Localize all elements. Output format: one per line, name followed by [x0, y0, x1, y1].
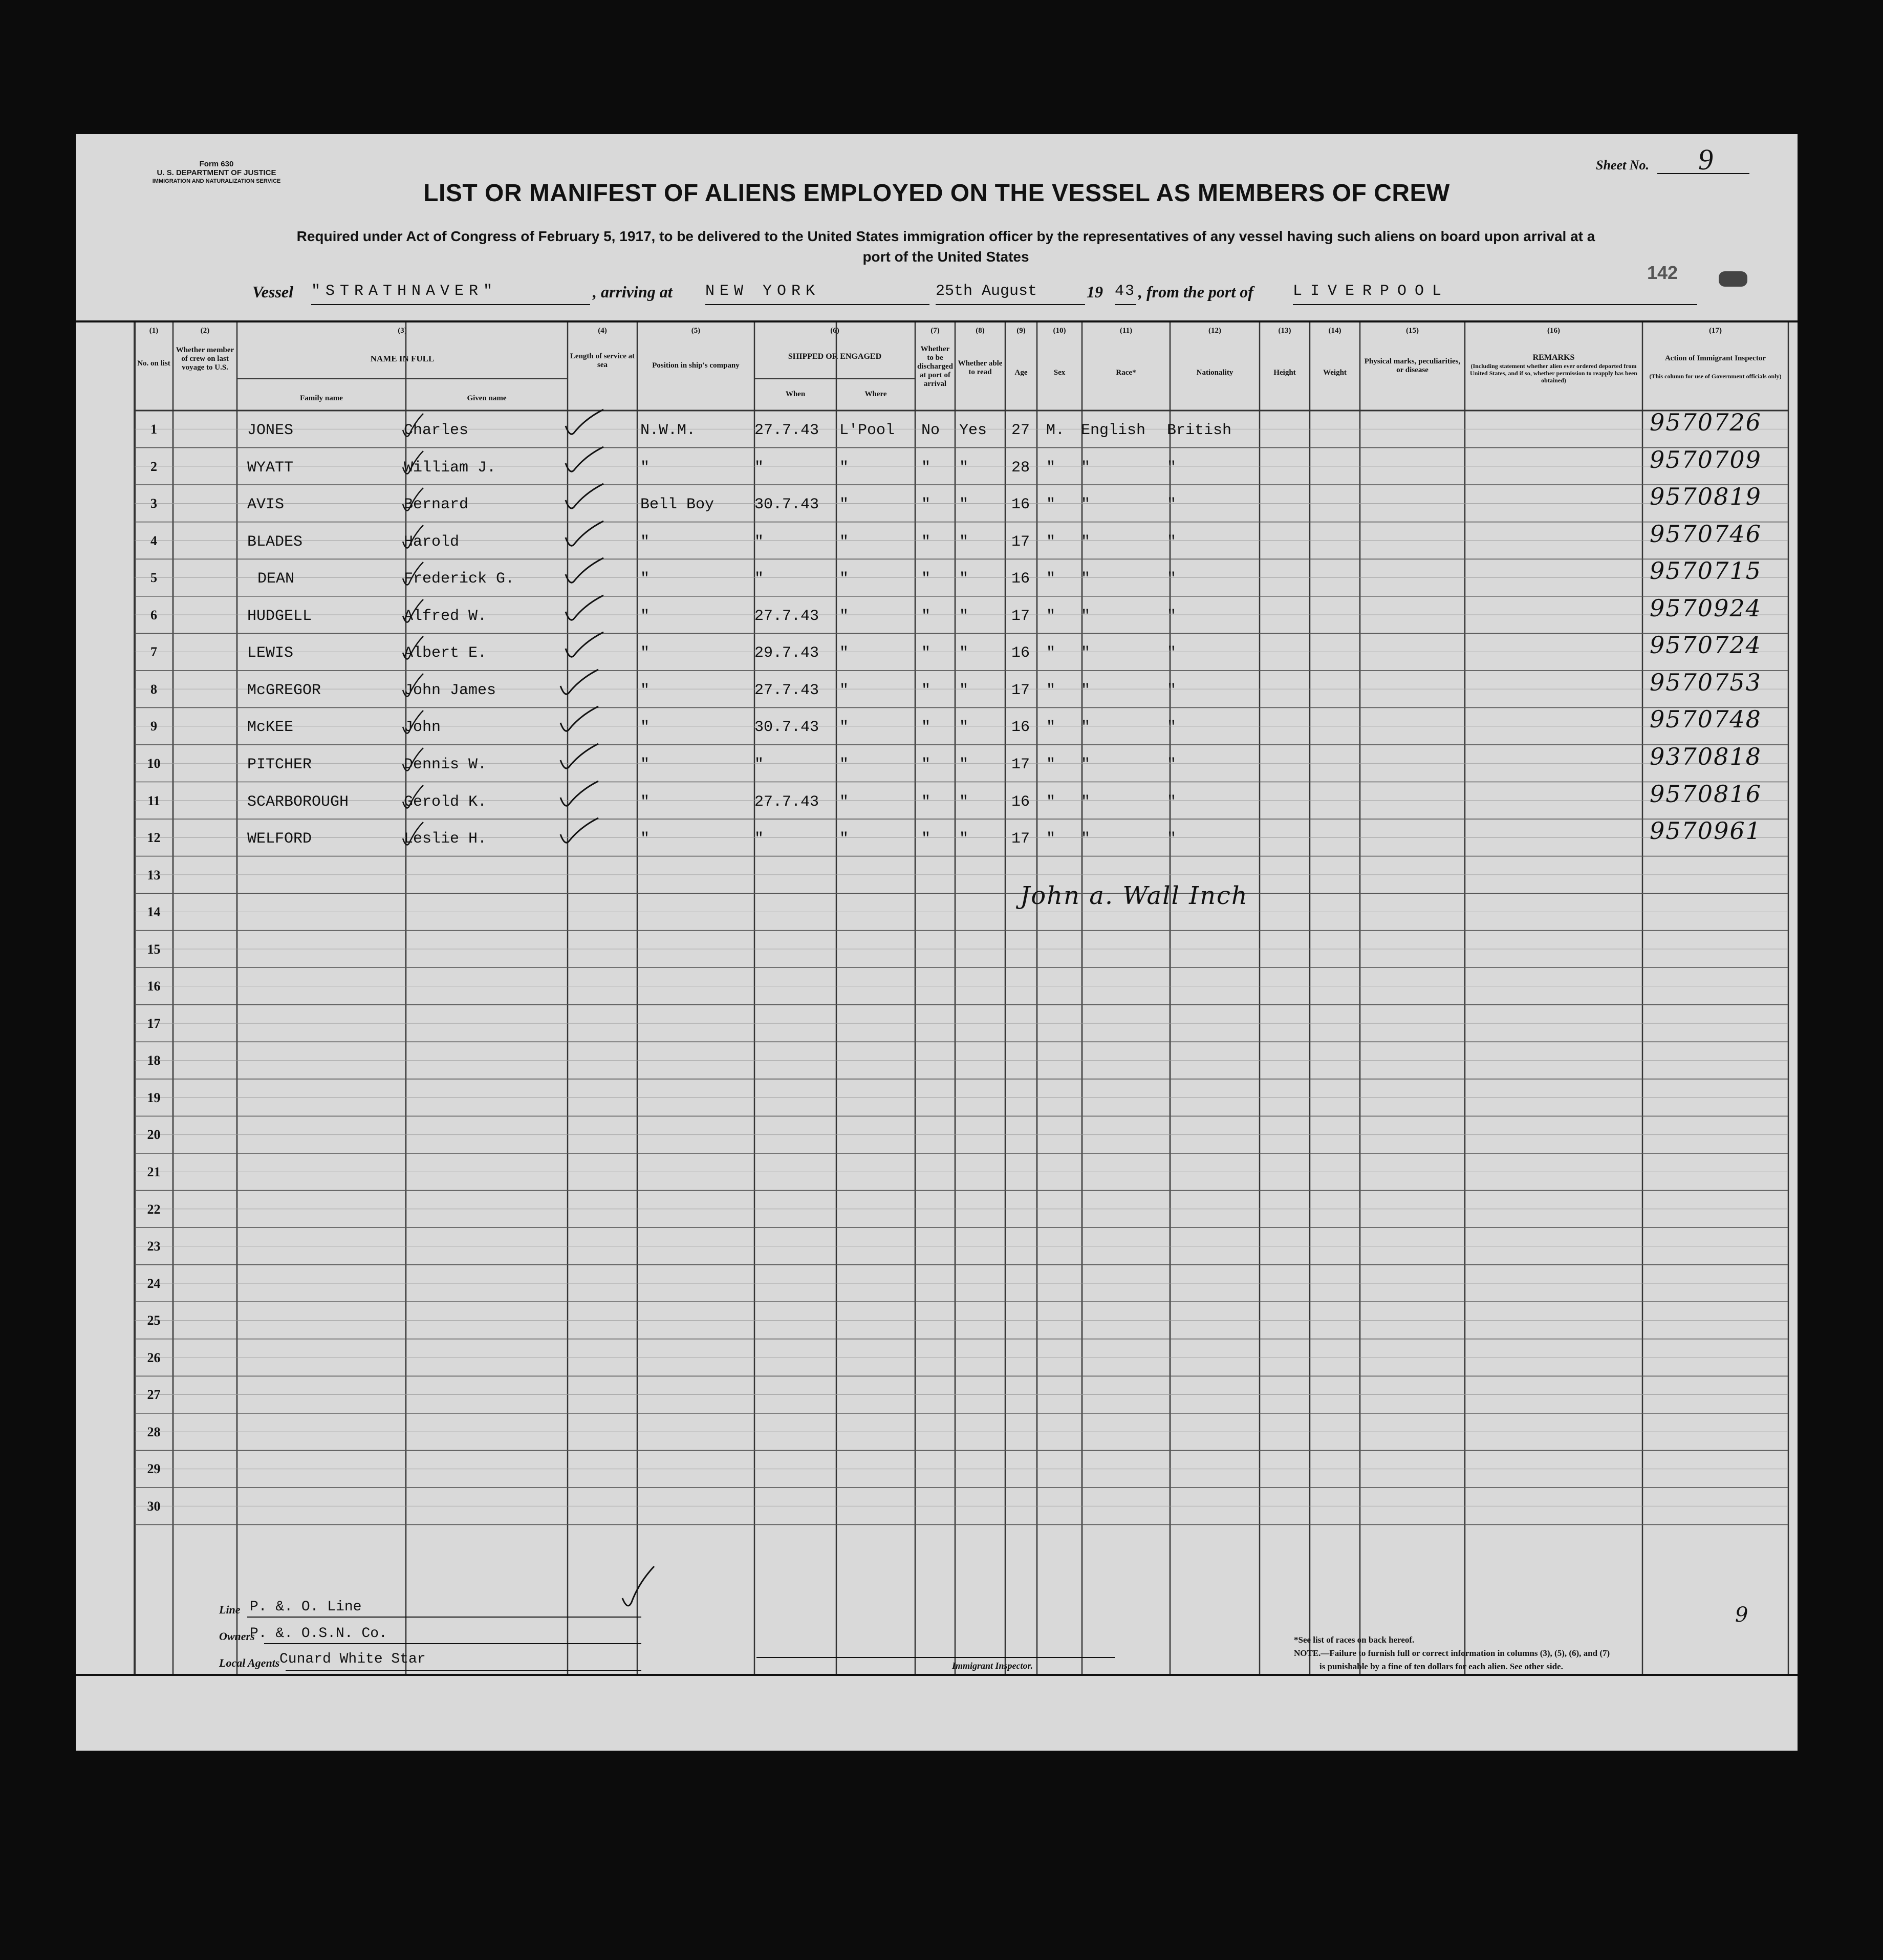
cell-read: "	[959, 644, 969, 662]
cell-discharged: "	[921, 681, 931, 699]
row-number: 15	[147, 941, 161, 957]
cell-nationality: "	[1167, 756, 1177, 773]
cell-given: John	[404, 719, 441, 737]
cell-when: 29.7.43	[754, 644, 819, 662]
inspector-action-number: 9570924	[1650, 594, 1762, 622]
immigrant-inspector-label: Immigrant Inspector.	[952, 1661, 1033, 1671]
cell-where: "	[839, 793, 849, 811]
cell-read: "	[959, 607, 969, 625]
cell-sex: "	[1046, 644, 1056, 662]
cell-discharged: "	[921, 793, 931, 811]
cell-family: SCARBOROUGH	[247, 793, 349, 811]
check-mark-icon	[562, 481, 609, 516]
cell-position: Bell Boy	[640, 496, 715, 514]
sheet-number: 9	[1698, 143, 1713, 176]
cell-sex: "	[1046, 607, 1056, 625]
penalty-note-line-2: is punishable by a fine of ten dollars for each alien. See other side.	[1319, 1662, 1563, 1671]
inspector-action-number: 9370818	[1650, 742, 1762, 770]
cell-nationality: "	[1167, 681, 1177, 699]
cell-read: "	[959, 830, 969, 848]
service-name: IMMIGRATION AND NATURALIZATION SERVICE	[152, 178, 281, 184]
column-number: (9)	[1016, 327, 1026, 335]
arrival-date: 25th August	[936, 283, 1037, 300]
cell-sex: "	[1046, 496, 1056, 514]
row-number: 28	[147, 1424, 161, 1439]
cell-family: LEWIS	[247, 644, 294, 662]
height-header: Height	[1273, 369, 1296, 377]
check-mark-icon	[562, 555, 609, 591]
cell-where: "	[839, 644, 849, 662]
row-number: 19	[147, 1090, 161, 1105]
cell-when: "	[754, 459, 764, 477]
cell-race: "	[1081, 681, 1091, 699]
cell-discharged: "	[921, 830, 931, 848]
shipped-engaged-header: SHIPPED OR ENGAGED	[788, 352, 882, 361]
row-number: 9	[150, 719, 157, 734]
cell-position: "	[640, 644, 650, 662]
action-header: Action of Immigrant Inspector	[1664, 354, 1766, 362]
cell-read: "	[959, 756, 969, 773]
cell-where: "	[839, 756, 849, 773]
cell-position: "	[640, 756, 650, 773]
cell-when: 27.7.43	[754, 681, 819, 699]
penalty-note-line-1: NOTE.—Failure to furnish full or correct information in columns (3), (5), (6), and (7)	[1294, 1648, 1610, 1658]
cell-given: Gerold K.	[404, 793, 487, 811]
cell-age: 17	[1011, 830, 1030, 848]
race-header: Race*	[1116, 369, 1136, 377]
department-name: U. S. DEPARTMENT OF JUSTICE	[157, 168, 276, 177]
cell-age: 17	[1011, 533, 1030, 551]
column-number: (7)	[930, 327, 940, 335]
cell-position: "	[640, 570, 650, 588]
inspector-action-number: 9570961	[1650, 817, 1762, 845]
sex-header: Sex	[1053, 369, 1066, 377]
cell-given: Charles	[404, 422, 469, 439]
check-mark-icon	[557, 741, 603, 777]
vessel-label: Vessel	[252, 283, 293, 301]
remarks-note: (Including statement whether alien ever ordered deported from United States, and if so, whether permission to reapply has been obtained)	[1470, 362, 1637, 384]
row-number: 20	[147, 1127, 161, 1143]
column-number: (3)	[398, 327, 407, 335]
row-number: 26	[147, 1350, 161, 1365]
cell-family: AVIS	[247, 496, 285, 514]
tick-mark-icon	[401, 560, 426, 591]
tick-mark-icon	[401, 708, 426, 739]
arriving-port: NEW YORK	[705, 283, 820, 300]
document-title: LIST OR MANIFEST OF ALIENS EMPLOYED ON THE VESSEL AS MEMBERS OF CREW	[423, 180, 1450, 207]
row-number: 21	[147, 1165, 161, 1179]
agents-value: Cunard White Star	[279, 1651, 426, 1667]
row-number: 25	[147, 1313, 161, 1328]
column-number: (17)	[1709, 327, 1722, 335]
cell-given: Albert E.	[404, 644, 487, 662]
row-number: 29	[147, 1461, 161, 1477]
tick-mark-icon	[401, 672, 426, 702]
check-mark-icon	[618, 1562, 659, 1613]
column-number: (4)	[598, 327, 607, 335]
subtitle-line-1: Required under Act of Congress of February 5, 1917, to be delivered to the United States immigration officer by the representatives of any vessel having such aliens on board upon arrival at a	[296, 228, 1595, 244]
cell-family: McGREGOR	[247, 681, 321, 699]
age-header: Age	[1014, 369, 1028, 377]
cell-family: WYATT	[247, 459, 294, 477]
cell-when: "	[754, 533, 764, 551]
cell-where: L'Pool	[839, 422, 895, 439]
cell-sex: "	[1046, 570, 1056, 588]
cell-when: "	[754, 570, 764, 588]
cell-race: "	[1081, 459, 1091, 477]
check-mark-icon	[557, 703, 603, 739]
cell-race: "	[1081, 793, 1091, 811]
able-to-read-header: Whether able to read	[958, 359, 1003, 376]
cell-age: 27	[1011, 422, 1030, 439]
tick-mark-icon	[401, 412, 426, 442]
cell-discharged: "	[921, 459, 931, 477]
cell-family: HUDGELL	[247, 607, 312, 625]
cell-position: N.W.M.	[640, 422, 696, 439]
row-number: 23	[147, 1239, 161, 1254]
cell-discharged: "	[921, 570, 931, 588]
inspector-action-number: 9570746	[1650, 520, 1762, 548]
cell-position: "	[640, 459, 650, 477]
cell-where: "	[839, 830, 849, 848]
cell-position: "	[640, 607, 650, 625]
cell-read: "	[959, 496, 969, 514]
cell-position: "	[640, 533, 650, 551]
tick-mark-icon	[401, 597, 426, 628]
cell-sex: "	[1046, 793, 1056, 811]
cell-where: "	[839, 607, 849, 625]
cell-age: 16	[1011, 644, 1030, 662]
column-number: (2)	[200, 327, 210, 335]
when-header: When	[785, 390, 806, 398]
tick-mark-icon	[401, 783, 426, 814]
row-number: 3	[150, 496, 157, 511]
action-note: (This column for use of Government officials only)	[1649, 373, 1782, 380]
cell-sex: "	[1046, 681, 1056, 699]
line-value: P. &. O. Line	[250, 1599, 362, 1615]
row-number: 22	[147, 1201, 161, 1217]
column-number: (15)	[1406, 327, 1419, 335]
agents-label: Local Agents	[219, 1656, 280, 1669]
check-mark-icon	[557, 815, 603, 851]
cell-age: 16	[1011, 496, 1030, 514]
crew-member-header: Whether member of crew on last voyage to U.S.	[176, 346, 234, 372]
page-stamp: 142	[1647, 262, 1678, 283]
row-number: 8	[150, 681, 157, 697]
check-mark-icon	[557, 778, 603, 814]
cell-race: English	[1081, 422, 1146, 439]
cell-read: "	[959, 459, 969, 477]
cell-read: Yes	[959, 422, 987, 439]
row-number: 2	[150, 459, 157, 474]
nationality-header: Nationality	[1196, 369, 1233, 377]
year-prefix: 19	[1087, 283, 1103, 301]
discharged-header: Whether to be discharged at port of arrival	[917, 345, 954, 388]
cell-family: PITCHER	[247, 756, 312, 773]
cell-when: 27.7.43	[754, 793, 819, 811]
cell-race: "	[1081, 607, 1091, 625]
family-name-header: Family name	[300, 394, 343, 402]
cell-sex: "	[1046, 830, 1056, 848]
tick-mark-icon	[401, 820, 426, 851]
cell-read: "	[959, 681, 969, 699]
check-mark-icon	[562, 518, 609, 554]
cell-discharged: "	[921, 756, 931, 773]
row-number: 16	[147, 979, 161, 994]
row-number: 1	[150, 422, 157, 437]
row-number: 14	[147, 904, 161, 920]
cell-where: "	[839, 459, 849, 477]
cell-sex: "	[1046, 719, 1056, 737]
row-number: 24	[147, 1276, 161, 1291]
cell-nationality: "	[1167, 830, 1177, 848]
vessel-name: "STRATHNAVER"	[311, 283, 498, 300]
inspector-action-number: 9570709	[1650, 445, 1762, 473]
cell-when: 27.7.43	[754, 422, 819, 439]
column-number: (13)	[1278, 327, 1291, 335]
column-number: (8)	[976, 327, 985, 335]
cell-read: "	[959, 719, 969, 737]
row-number: 5	[150, 570, 157, 586]
row-number: 7	[150, 644, 157, 660]
cell-race: "	[1081, 570, 1091, 588]
row-number: 13	[147, 867, 161, 882]
cell-position: "	[640, 793, 650, 811]
cell-given: Dennis W.	[404, 756, 487, 773]
cell-family: McKEE	[247, 719, 294, 737]
column-number: (14)	[1328, 327, 1341, 335]
cell-discharged: "	[921, 607, 931, 625]
cell-family: BLADES	[247, 533, 303, 551]
owners-value: P. &. O.S.N. Co.	[250, 1626, 387, 1642]
cell-given: Leslie H.	[404, 830, 487, 848]
inspector-action-number: 9570753	[1650, 668, 1762, 696]
cell-when: "	[754, 830, 764, 848]
cell-nationality: British	[1167, 422, 1232, 439]
remarks-header: REMARKS	[1532, 353, 1575, 362]
cell-nationality: "	[1167, 496, 1177, 514]
cell-family: DEAN	[257, 570, 295, 588]
cell-given: Bernard	[404, 496, 469, 514]
tick-mark-icon	[401, 634, 426, 665]
cell-position: "	[640, 681, 650, 699]
row-number: 12	[147, 830, 161, 846]
tick-mark-icon	[401, 449, 426, 480]
row-number: 18	[147, 1053, 161, 1068]
cell-discharged: "	[921, 719, 931, 737]
position-header: Position in ship's company	[652, 361, 740, 370]
cell-age: 16	[1011, 570, 1030, 588]
cell-nationality: "	[1167, 459, 1177, 477]
column-number: (6)	[830, 327, 839, 335]
row-number: 4	[150, 533, 157, 548]
where-header: Where	[864, 390, 887, 398]
cell-race: "	[1081, 644, 1091, 662]
cell-sex: "	[1046, 533, 1056, 551]
cell-nationality: "	[1167, 644, 1177, 662]
cell-given: Harold	[404, 533, 460, 551]
column-number: (5)	[691, 327, 701, 335]
row-number: 27	[147, 1387, 161, 1403]
cell-discharged: "	[921, 644, 931, 662]
column-number: (11)	[1119, 327, 1133, 335]
line-label: Line	[219, 1603, 241, 1616]
row-number: 30	[147, 1498, 161, 1514]
cell-race: "	[1081, 496, 1091, 514]
cell-sex: "	[1046, 756, 1056, 773]
cell-sex: "	[1046, 459, 1056, 477]
sheet-number-label: Sheet No.	[1596, 158, 1649, 173]
cell-when: 27.7.43	[754, 607, 819, 625]
cell-where: "	[839, 681, 849, 699]
cell-age: 16	[1011, 793, 1030, 811]
weight-header: Weight	[1323, 369, 1347, 377]
tick-mark-icon	[401, 486, 426, 516]
physical-marks-header: Physical marks, peculiarities, or disease	[1364, 357, 1461, 374]
from-port-label: , from the port of	[1138, 283, 1253, 301]
check-mark-icon	[557, 666, 603, 702]
cell-nationality: "	[1167, 533, 1177, 551]
name-in-full-header: NAME IN FULL	[370, 354, 435, 363]
cell-when: 30.7.43	[754, 496, 819, 514]
cell-sex: M.	[1046, 422, 1065, 439]
check-mark-icon	[562, 444, 609, 480]
subtitle-line-2: port of the United States	[862, 249, 1029, 265]
column-number: (1)	[149, 327, 159, 335]
no-on-list-header: No. on list	[137, 359, 170, 368]
row-number: 17	[147, 1016, 161, 1031]
from-port: LIVERPOOL	[1293, 283, 1450, 300]
row-number: 10	[147, 756, 161, 771]
cell-when: "	[754, 756, 764, 773]
cell-when: 30.7.43	[754, 719, 819, 737]
cell-position: "	[640, 719, 650, 737]
cell-nationality: "	[1167, 607, 1177, 625]
check-mark-icon	[562, 406, 609, 442]
cell-read: "	[959, 570, 969, 588]
cell-read: "	[959, 793, 969, 811]
tick-mark-icon	[401, 746, 426, 777]
race-note: *See list of races on back hereof.	[1294, 1635, 1415, 1645]
cell-discharged: No	[921, 422, 940, 439]
cell-nationality: "	[1167, 719, 1177, 737]
cell-nationality: "	[1167, 793, 1177, 811]
row-number: 11	[147, 793, 160, 808]
column-number: (10)	[1053, 327, 1066, 335]
arrival-year: 43	[1115, 283, 1136, 300]
row-number: 6	[150, 607, 157, 622]
cell-given: Frederick G.	[404, 570, 515, 588]
cell-age: 17	[1011, 681, 1030, 699]
cell-family: WELFORD	[247, 830, 312, 848]
manifest-sheet	[76, 134, 1798, 1751]
cell-race: "	[1081, 756, 1091, 773]
cell-age: 17	[1011, 607, 1030, 625]
cell-where: "	[839, 496, 849, 514]
handwritten-page-number: 9	[1735, 1603, 1749, 1627]
inspector-action-number: 9570816	[1650, 780, 1762, 808]
check-mark-icon	[562, 592, 609, 628]
cell-given: Alfred W.	[404, 607, 487, 625]
cell-discharged: "	[921, 533, 931, 551]
examiner-signature: John a. Wall Inch	[1020, 881, 1248, 910]
column-number: (16)	[1547, 327, 1560, 335]
cell-position: "	[640, 830, 650, 848]
cell-given: William J.	[404, 459, 496, 477]
cell-read: "	[959, 533, 969, 551]
arriving-label: , arriving at	[593, 283, 673, 301]
cell-where: "	[839, 533, 849, 551]
cell-nationality: "	[1167, 570, 1177, 588]
cell-family: JONES	[247, 422, 294, 439]
cell-age: 28	[1011, 459, 1030, 477]
cell-age: 16	[1011, 719, 1030, 737]
cell-given: John James	[404, 681, 496, 699]
inspector-action-number: 9570748	[1650, 705, 1762, 734]
inspector-action-number: 9570724	[1650, 631, 1762, 659]
manifest-grid	[76, 134, 1798, 1751]
length-of-service-header: Length of service at sea	[570, 352, 635, 369]
given-name-header: Given name	[467, 394, 507, 402]
cell-discharged: "	[921, 496, 931, 514]
owners-label: Owners	[219, 1630, 255, 1643]
inspector-action-number: 9570819	[1650, 483, 1762, 511]
tick-mark-icon	[401, 523, 426, 554]
cell-race: "	[1081, 719, 1091, 737]
cell-race: "	[1081, 830, 1091, 848]
cell-age: 17	[1011, 756, 1030, 773]
check-mark-icon	[562, 629, 609, 665]
cell-where: "	[839, 570, 849, 588]
cell-race: "	[1081, 533, 1091, 551]
cell-where: "	[839, 719, 849, 737]
column-number: (12)	[1208, 327, 1221, 335]
form-number: Form 630	[199, 160, 234, 168]
inspector-action-number: 9570715	[1650, 557, 1762, 585]
inspector-action-number: 9570726	[1650, 408, 1762, 436]
